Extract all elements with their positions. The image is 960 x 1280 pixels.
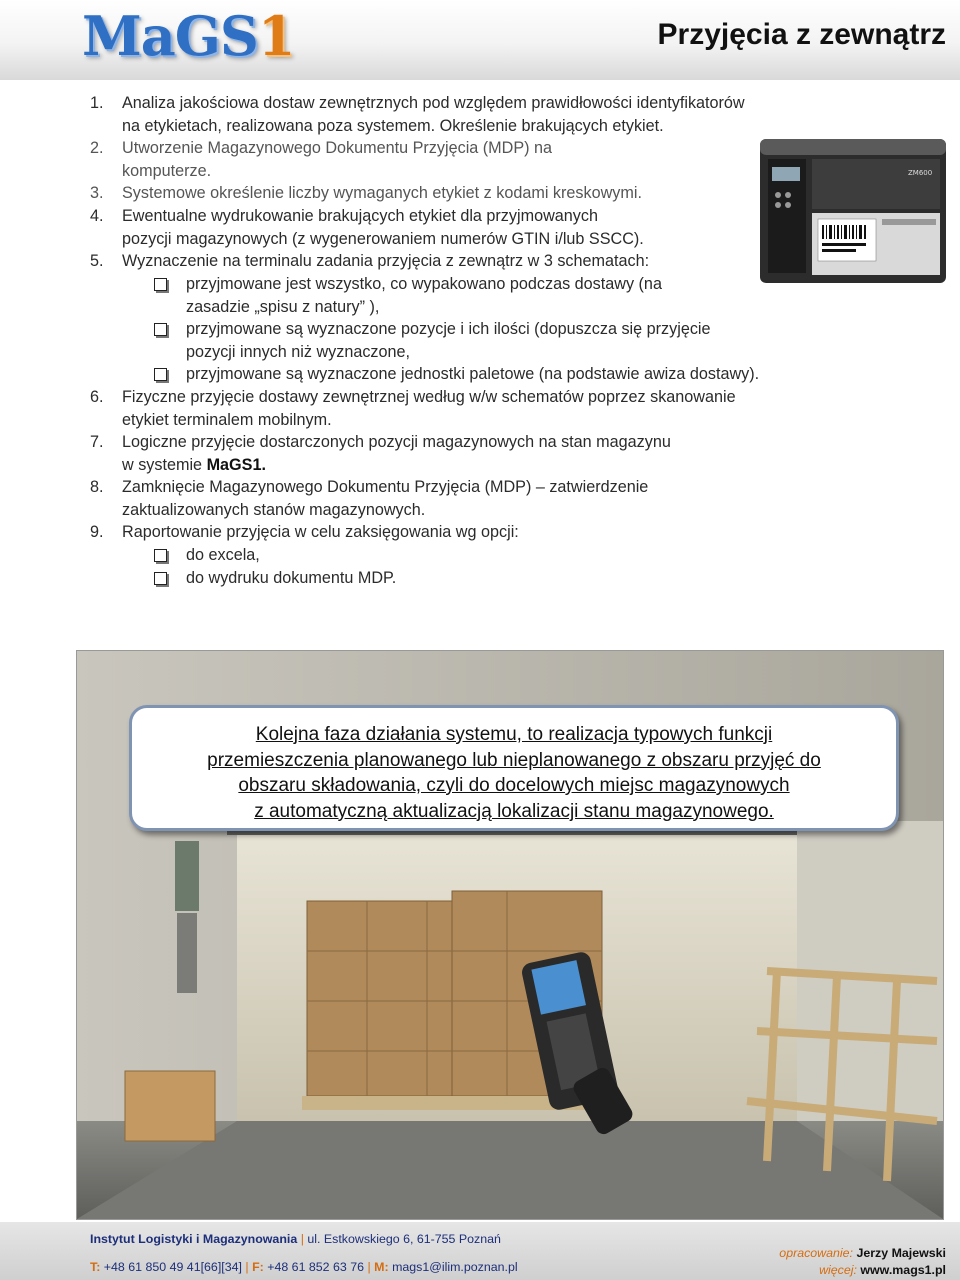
label-printer-image bbox=[758, 133, 948, 285]
printer-model-label: ZM600 bbox=[908, 169, 933, 177]
footer-website: więcej: www.mags1.pl bbox=[819, 1263, 946, 1277]
warehouse-photo bbox=[76, 650, 944, 1220]
page-header bbox=[0, 0, 960, 80]
checkbox-bullet-icon bbox=[154, 368, 167, 381]
footer-author: opracowanie: Jerzy Majewski bbox=[779, 1246, 946, 1260]
page-title: Przyjęcia z zewnątrz bbox=[657, 18, 946, 51]
footer-contact-line: T: +48 61 850 49 41[66][34] | F: +48 61 852 63 76 | M: mags1@ilim.poznan.pl bbox=[90, 1260, 518, 1274]
checkbox-bullet-icon bbox=[154, 572, 167, 585]
footer-email[interactable]: mags1@ilim.poznan.pl bbox=[392, 1260, 518, 1274]
footer-institute-line: Instytut Logistyki i Magazynowania | ul. Estkowskiego 6, 61-755 Poznań bbox=[90, 1232, 501, 1246]
checkbox-bullet-icon bbox=[154, 323, 167, 336]
mags1-logo: MaGS1 bbox=[82, 4, 295, 68]
page-footer bbox=[0, 1222, 960, 1280]
website-link[interactable]: www.mags1.pl bbox=[860, 1263, 946, 1277]
info-callout: Kolejna faza działania systemu, to realizacja typowych funkcji przemieszczenia planowanego lub nieplanowanego z obszaru przyjęć do obszaru składowania, czyli do docelowych miejsc magazynowych z automatyczną aktualizacją lokalizacji stanu magazynowego. bbox=[129, 705, 899, 831]
checkbox-bullet-icon bbox=[154, 278, 167, 291]
checkbox-bullet-icon bbox=[154, 549, 167, 562]
